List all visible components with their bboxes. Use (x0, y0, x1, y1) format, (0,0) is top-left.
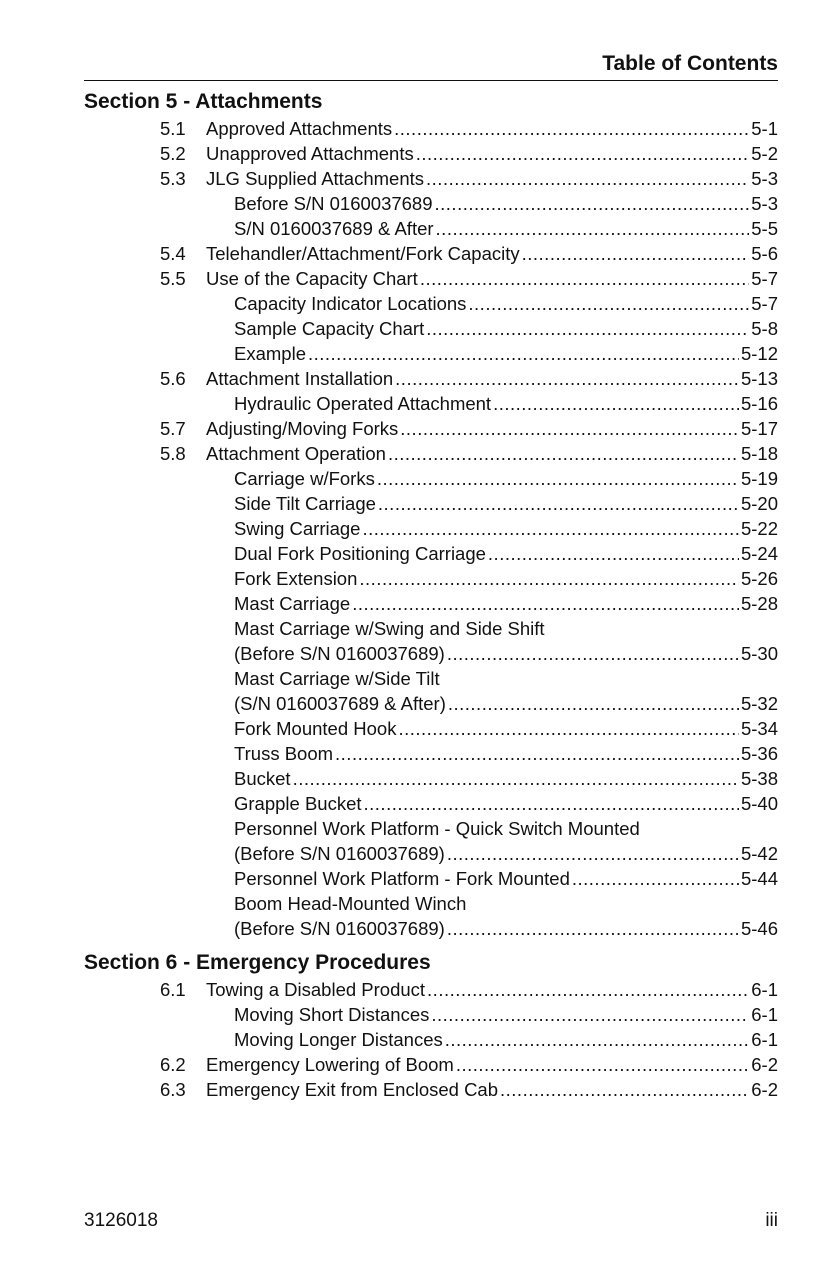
toc-entry[interactable] (84, 366, 778, 391)
toc-entry-title: S/N 0160037689 & After (234, 218, 434, 239)
toc-entry-number: 6.3 (160, 1079, 186, 1100)
toc-entry-title: (Before S/N 0160037689) (234, 918, 445, 939)
toc-entry-page: 5-5 (751, 218, 778, 239)
dot-leader (427, 977, 749, 1002)
dot-leader (436, 216, 750, 241)
toc-entry-page: 5-34 (740, 718, 778, 739)
dot-leader (468, 291, 749, 316)
dot-leader (416, 141, 750, 166)
toc-entry-page: 6-2 (751, 1079, 778, 1100)
toc-entry-title: Telehandler/Attachment/Fork Capacity (206, 243, 520, 264)
dot-leader (364, 791, 739, 816)
toc-entry-title: Unapproved Attachments (206, 143, 414, 164)
toc-entry-page: 6-1 (751, 1029, 778, 1050)
dot-leader (308, 341, 739, 366)
section-heading[interactable]: Section 5 - Attachments (84, 90, 323, 113)
dot-leader (398, 716, 739, 741)
dot-leader (447, 641, 739, 666)
toc-entry-number: 5.5 (160, 268, 186, 289)
toc-entry-page: 5-24 (740, 543, 778, 564)
dot-leader (500, 1077, 749, 1102)
toc-entry[interactable] (84, 566, 778, 591)
toc-entry[interactable] (84, 391, 778, 416)
toc-entry-number: 5.3 (160, 168, 186, 189)
toc-entry-title: Attachment Installation (206, 368, 394, 389)
toc-entry-page: 5-16 (740, 393, 778, 414)
dot-leader (456, 1052, 749, 1077)
toc-entry[interactable] (84, 341, 778, 366)
toc-entry[interactable] (84, 816, 778, 841)
toc-entry-title: Capacity Indicator Locations (234, 293, 467, 314)
toc-entry-page: 5-22 (740, 518, 778, 539)
toc-entry[interactable] (84, 116, 778, 141)
toc-entry-page: 5-38 (740, 768, 778, 789)
toc-entry-title: (Before S/N 0160037689) (234, 643, 445, 664)
toc-entry[interactable] (84, 791, 778, 816)
toc-entry[interactable] (84, 216, 778, 241)
toc-entry-page: 5-26 (740, 568, 778, 589)
toc-entry-title: Swing Carriage (234, 518, 361, 539)
toc-entry-title: Mast Carriage (234, 593, 351, 614)
toc-entry-page: 5-7 (751, 268, 778, 289)
toc-entry-title: Attachment Operation (206, 443, 386, 464)
dot-leader (435, 191, 750, 216)
toc-entry-page: 5-8 (751, 318, 778, 339)
toc-entry[interactable] (84, 416, 778, 441)
dot-leader (448, 691, 739, 716)
toc-entry-title: Hydraulic Operated Attachment (234, 393, 492, 414)
toc-entry[interactable] (84, 191, 778, 216)
toc-entry-page: 5-18 (740, 443, 778, 464)
toc-entry-page: 5-17 (740, 418, 778, 439)
toc-entry[interactable] (84, 241, 778, 266)
dot-leader (447, 841, 739, 866)
toc-entry-title: Use of the Capacity Chart (206, 268, 418, 289)
dot-leader (426, 316, 749, 341)
toc-entry[interactable] (84, 141, 778, 166)
toc-entry-title: Truss Boom (234, 743, 334, 764)
toc-entry-title: Bucket (234, 768, 291, 789)
toc-entry-page: 5-32 (740, 693, 778, 714)
toc-entry-page: 5-13 (740, 368, 778, 389)
toc-entry-page: 5-28 (740, 593, 778, 614)
toc-entry[interactable] (84, 291, 778, 316)
toc-entry-title: Moving Short Distances (234, 1004, 430, 1025)
toc-entry-page: 5-36 (740, 743, 778, 764)
toc-entry-title: Fork Mounted Hook (234, 718, 397, 739)
toc-entry-page: 5-40 (740, 793, 778, 814)
toc-entry[interactable] (84, 741, 778, 766)
toc-entry-title: (Before S/N 0160037689) (234, 843, 445, 864)
dot-leader (488, 541, 739, 566)
toc-entry-title: Carriage w/Forks (234, 468, 375, 489)
toc-entry-title: Boom Head-Mounted Winch (234, 893, 467, 914)
header-rule (84, 80, 778, 81)
dot-leader (335, 741, 739, 766)
toc-entry-number: 5.7 (160, 418, 186, 439)
toc-entry-page: 6-1 (751, 979, 778, 1000)
toc-entry-title: Mast Carriage w/Side Tilt (234, 668, 440, 689)
toc-entry-title: Emergency Lowering of Boom (206, 1054, 454, 1075)
toc-entry[interactable] (84, 1052, 778, 1077)
toc-entry-number: 5.4 (160, 243, 186, 264)
toc-entry-page: 5-19 (740, 468, 778, 489)
toc-entry-title: Dual Fork Positioning Carriage (234, 543, 486, 564)
dot-leader (359, 566, 739, 591)
toc-entry-title: Mast Carriage w/Swing and Side Shift (234, 618, 545, 639)
toc-entry[interactable] (84, 441, 778, 466)
toc-entry[interactable] (84, 691, 778, 716)
toc-entry[interactable] (84, 641, 778, 666)
dot-leader (420, 266, 749, 291)
table-of-contents (84, 88, 778, 1102)
toc-entry-page: 5-12 (740, 343, 778, 364)
toc-entry-number: 5.8 (160, 443, 186, 464)
toc-entry[interactable] (84, 891, 778, 916)
toc-entry[interactable] (84, 316, 778, 341)
toc-entry[interactable] (84, 541, 778, 566)
toc-entry-page: 5-6 (751, 243, 778, 264)
toc-entry-number: 5.6 (160, 368, 186, 389)
toc-entry[interactable] (84, 166, 778, 191)
toc-entry-title: Side Tilt Carriage (234, 493, 376, 514)
toc-entry[interactable] (84, 916, 778, 941)
toc-entry[interactable] (84, 516, 778, 541)
toc-entry-title: (S/N 0160037689 & After) (234, 693, 446, 714)
toc-entry[interactable] (84, 466, 778, 491)
toc-entry-number: 5.2 (160, 143, 186, 164)
dot-leader (388, 441, 739, 466)
toc-entry-page: 5-3 (751, 168, 778, 189)
toc-entry[interactable] (84, 841, 778, 866)
section-heading[interactable]: Section 6 - Emergency Procedures (84, 951, 431, 974)
toc-entry[interactable] (84, 491, 778, 516)
toc-entry-title: Personnel Work Platform - Fork Mounted (234, 868, 570, 889)
page-header-title: Table of Contents (602, 52, 778, 75)
toc-entry-title: Before S/N 0160037689 (234, 193, 433, 214)
toc-entry[interactable] (84, 1077, 778, 1102)
toc-entry-title: Fork Extension (234, 568, 358, 589)
dot-leader (378, 491, 739, 516)
toc-entry[interactable] (84, 716, 778, 741)
toc-entry[interactable] (84, 1002, 778, 1027)
toc-entry-page: 5-3 (751, 193, 778, 214)
dot-leader (352, 591, 739, 616)
toc-entry-page: 5-44 (740, 868, 778, 889)
toc-entry-title: Grapple Bucket (234, 793, 362, 814)
toc-entry-page: 5-20 (740, 493, 778, 514)
toc-entry-title: Adjusting/Moving Forks (206, 418, 399, 439)
dot-leader (572, 866, 739, 891)
toc-entry-page: 6-1 (751, 1004, 778, 1025)
toc-entry[interactable] (84, 1027, 778, 1052)
toc-entry[interactable] (84, 766, 778, 791)
toc-entry[interactable] (84, 866, 778, 891)
toc-entry[interactable] (84, 977, 778, 1002)
toc-entry-page: 5-2 (751, 143, 778, 164)
toc-entry[interactable] (84, 591, 778, 616)
dot-leader (394, 116, 749, 141)
toc-entry-page: 6-2 (751, 1054, 778, 1075)
toc-entry-title: Example (234, 343, 306, 364)
toc-entry-page: 5-30 (740, 643, 778, 664)
toc-entry[interactable] (84, 666, 778, 691)
toc-entry[interactable] (84, 266, 778, 291)
dot-leader (362, 516, 738, 541)
toc-entry-title: Moving Longer Distances (234, 1029, 443, 1050)
toc-entry-title: JLG Supplied Attachments (206, 168, 425, 189)
page-number: iii (765, 1210, 778, 1231)
toc-entry-title: Approved Attachments (206, 118, 393, 139)
toc-entry-title: Personnel Work Platform - Quick Switch Mounted (234, 818, 640, 839)
toc-entry-number: 6.1 (160, 979, 186, 1000)
dot-leader (447, 916, 739, 941)
dot-leader (377, 466, 739, 491)
toc-entry-title: Towing a Disabled Product (206, 979, 426, 1000)
toc-entry[interactable] (84, 616, 778, 641)
toc-entry-number: 6.2 (160, 1054, 186, 1075)
toc-entry-title: Sample Capacity Chart (234, 318, 425, 339)
toc-entry-page: 5-42 (740, 843, 778, 864)
dot-leader (493, 391, 739, 416)
document-number: 3126018 (84, 1210, 158, 1231)
dot-leader (395, 366, 739, 391)
toc-entry-page: 5-1 (751, 118, 778, 139)
dot-leader (293, 766, 739, 791)
dot-leader (431, 1002, 749, 1027)
toc-entry-number: 5.1 (160, 118, 186, 139)
dot-leader (522, 241, 750, 266)
toc-entry-page: 5-46 (740, 918, 778, 939)
dot-leader (445, 1027, 750, 1052)
toc-entry-page: 5-7 (751, 293, 778, 314)
toc-entry-title: Emergency Exit from Enclosed Cab (206, 1079, 499, 1100)
dot-leader (400, 416, 739, 441)
dot-leader (426, 166, 749, 191)
